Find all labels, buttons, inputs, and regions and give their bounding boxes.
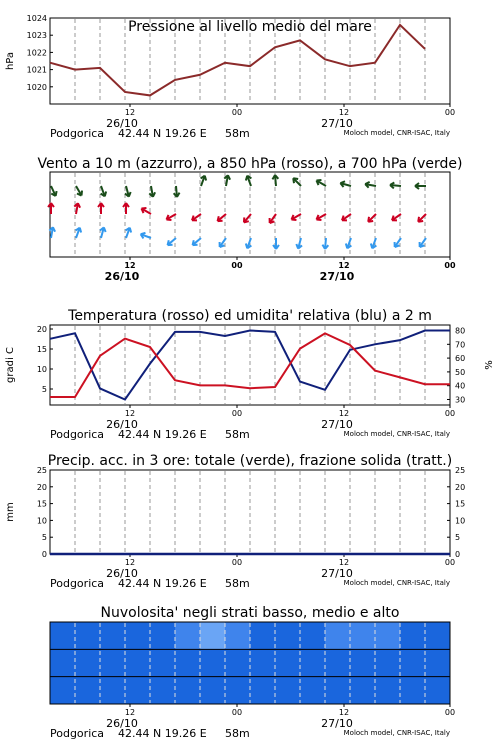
wind-barb [346, 238, 352, 248]
x-tick-label: 00 [444, 708, 456, 717]
cloud-cell [300, 622, 325, 649]
x-tick-label: 12 [338, 108, 350, 117]
date-label: 26/10 [104, 270, 140, 283]
wind-barb [76, 228, 82, 238]
date-label: 27/10 [321, 567, 353, 580]
cloud-cell [150, 622, 175, 649]
cloud-cell [350, 677, 375, 704]
wind-barb [390, 182, 401, 188]
x-tick-label: 00 [231, 708, 243, 717]
cloud-cell [225, 677, 250, 704]
location-coords: 42.44 N 19.26 E [118, 127, 207, 140]
y-tick-label-right: 10 [455, 516, 466, 526]
y-tick-label: 1021 [26, 65, 47, 75]
y-tick-label: 50 [455, 367, 466, 377]
y-tick-label-right: 0 [455, 550, 461, 559]
y-tick-label: 10 [36, 516, 47, 526]
y-axis-label: hPa [5, 51, 16, 71]
wind-barb [141, 233, 151, 239]
x-tick-label: 12 [124, 261, 136, 270]
wind-barb-head [105, 192, 106, 197]
date-label: 27/10 [321, 418, 353, 431]
cloud-cell [425, 649, 450, 676]
y-tick-label: 25 [36, 466, 47, 475]
cloud-cell [250, 622, 275, 649]
y-tick-label: 15 [36, 499, 47, 509]
wind-barb [76, 186, 82, 196]
x-tick-label: 00 [444, 409, 456, 418]
chart-title: Temperatura (rosso) ed umidita' relativa (blu) a 2 m [68, 308, 432, 324]
cloud-cell [350, 649, 375, 676]
wind-barb [296, 238, 302, 249]
chart-title: Pressione al livello medio del mare [128, 19, 372, 35]
location-coords: 42.44 N 19.26 E [118, 428, 207, 441]
x-tick-label: 12 [124, 108, 136, 117]
x-tick-label: 12 [124, 558, 136, 567]
date-label: 26/10 [106, 117, 138, 130]
wind-barb [126, 228, 132, 238]
y-tick-label: 1023 [26, 31, 47, 41]
y-axis-label: gradi C [5, 347, 16, 383]
wind-barb-head [293, 178, 294, 183]
date-label: 27/10 [321, 717, 353, 730]
cloud-cell [400, 649, 425, 676]
location-name: Podgorica [50, 428, 105, 441]
y-tick-label: 1020 [26, 82, 47, 92]
model-credit: Moloch model, CNR-ISAC, Italy [343, 579, 450, 587]
x-tick-label: 12 [338, 409, 350, 418]
wind-barb-head [166, 220, 171, 221]
model-credit: Moloch model, CNR-ISAC, Italy [343, 430, 450, 438]
wind-barb [125, 186, 131, 197]
wind-barb [273, 238, 279, 249]
wind-barb-head [82, 191, 83, 196]
cloud-cell [400, 622, 425, 649]
y-tick-label: 40 [455, 381, 466, 391]
y-tick-label-right: 25 [455, 466, 466, 475]
cloud-cell [125, 677, 150, 704]
cloud-cell [125, 649, 150, 676]
wind-barb [322, 238, 328, 249]
cloud-cell [275, 622, 300, 649]
pressure-line [50, 25, 425, 96]
x-tick-label: 12 [338, 261, 350, 270]
cloud-cell [100, 677, 125, 704]
x-tick-label: 00 [444, 108, 456, 117]
wind-barb [51, 186, 57, 196]
cloud-cell [275, 649, 300, 676]
cloud-cell [325, 677, 350, 704]
x-tick-label: 00 [444, 261, 456, 270]
cloud-cell [225, 649, 250, 676]
cloud-cell [375, 622, 400, 649]
wind-barb-head [129, 192, 131, 197]
cloud-cell [250, 649, 275, 676]
x-tick-label: 00 [231, 261, 243, 270]
x-tick-label: 12 [124, 409, 136, 418]
y-tick-label: 1022 [26, 48, 47, 58]
y-tick-label: 20 [36, 325, 47, 334]
date-label: 26/10 [106, 717, 138, 730]
cloud-cell [375, 649, 400, 676]
y-tick-label: 5 [41, 533, 47, 543]
cloud-cell [75, 649, 100, 676]
cloud-cell [375, 677, 400, 704]
y-tick-label-right: 15 [455, 499, 466, 509]
wind-barb-head [368, 221, 373, 222]
wind-barb [201, 176, 207, 186]
date-label: 26/10 [106, 567, 138, 580]
location-name: Podgorica [50, 727, 105, 740]
cloud-cell [225, 622, 250, 649]
x-tick-label: 00 [444, 558, 456, 567]
wind-barb-head [418, 221, 423, 222]
cloud-cell [175, 622, 200, 649]
location-elevation: 58m [225, 577, 250, 590]
cloud-cell [325, 649, 350, 676]
wind-barb [371, 238, 377, 248]
y-tick-label: 20 [36, 482, 47, 492]
cloud-cell [75, 677, 100, 704]
wind-barb [272, 175, 278, 186]
model-credit: Moloch model, CNR-ISAC, Italy [343, 729, 450, 737]
cloud-cell [150, 677, 175, 704]
wind-barb [100, 227, 106, 238]
location-coords: 42.44 N 19.26 E [118, 727, 207, 740]
cloud-cell [300, 649, 325, 676]
cloud-cell [50, 677, 75, 704]
wind-barb [123, 203, 129, 214]
wind-barb-head [316, 220, 321, 221]
x-tick-label: 12 [338, 558, 350, 567]
cloud-cell [200, 649, 225, 676]
x-tick-label: 12 [124, 708, 136, 717]
date-label: 27/10 [321, 117, 353, 130]
wind-barb-head [244, 221, 249, 222]
chart-title: Precip. acc. in 3 ore: totale (verde), frazione solida (tratt.) [47, 453, 453, 469]
y-tick-label: 60 [455, 354, 466, 364]
cloud-cell [300, 677, 325, 704]
location-elevation: 58m [225, 428, 250, 441]
wind-barb [101, 186, 107, 196]
wind-barb-head [291, 220, 296, 221]
cloud-cell [100, 649, 125, 676]
cloud-cell [175, 677, 200, 704]
cloud-cell [400, 677, 425, 704]
x-tick-label: 00 [231, 409, 243, 418]
wind-barb [246, 176, 252, 186]
wind-barb-head [56, 191, 57, 196]
cloud-cell [425, 622, 450, 649]
y-tick-label-right: 20 [455, 482, 466, 492]
location-elevation: 58m [225, 727, 250, 740]
location-name: Podgorica [50, 127, 105, 140]
cloud-cell [125, 622, 150, 649]
cloud-cell [50, 649, 75, 676]
cloud-cell [275, 677, 300, 704]
y-tick-label: 10 [36, 365, 47, 374]
cloud-cell [350, 622, 375, 649]
wind-barb [246, 238, 252, 248]
cloud-cell [50, 622, 75, 649]
y-axis-label: mm [5, 502, 16, 522]
cloud-cell [250, 677, 275, 704]
location-coords: 42.44 N 19.26 E [118, 577, 207, 590]
y-tick-label: 1024 [26, 14, 47, 23]
wind-barb [365, 182, 376, 188]
cloud-cell [425, 677, 450, 704]
location-name: Podgorica [50, 577, 105, 590]
chart-title: Vento a 10 m (azzurro), a 850 hPa (rosso), a 700 hPa (verde) [37, 156, 463, 172]
cloud-cell [75, 622, 100, 649]
cloud-cell [100, 622, 125, 649]
cloud-cell [200, 622, 225, 649]
date-label: 27/10 [319, 270, 355, 283]
y-axis-label-right: % [484, 360, 495, 370]
y-tick-label: 15 [36, 345, 47, 354]
wind-barb [98, 203, 104, 214]
x-tick-label: 12 [338, 708, 350, 717]
cloud-cell [200, 677, 225, 704]
model-credit: Moloch model, CNR-ISAC, Italy [343, 129, 450, 137]
y-tick-label-right: 5 [455, 533, 461, 543]
wind-barb-head [246, 176, 247, 181]
cloud-cell [175, 649, 200, 676]
chart-title: Nuvolosita' negli strati basso, medio e alto [100, 605, 400, 621]
y-tick-label: 70 [455, 340, 466, 350]
location-elevation: 58m [225, 127, 250, 140]
wind-barb [48, 203, 54, 214]
y-tick-label: 30 [455, 395, 466, 405]
y-tick-label: 80 [455, 326, 466, 336]
x-tick-label: 00 [231, 558, 243, 567]
x-tick-label: 00 [231, 108, 243, 117]
y-tick-label: 0 [41, 550, 47, 559]
cloud-cell [325, 622, 350, 649]
date-label: 26/10 [106, 418, 138, 431]
y-tick-label: 5 [41, 385, 47, 394]
wind-barb [415, 183, 426, 189]
wind-barb [340, 181, 351, 187]
cloud-cell [150, 649, 175, 676]
